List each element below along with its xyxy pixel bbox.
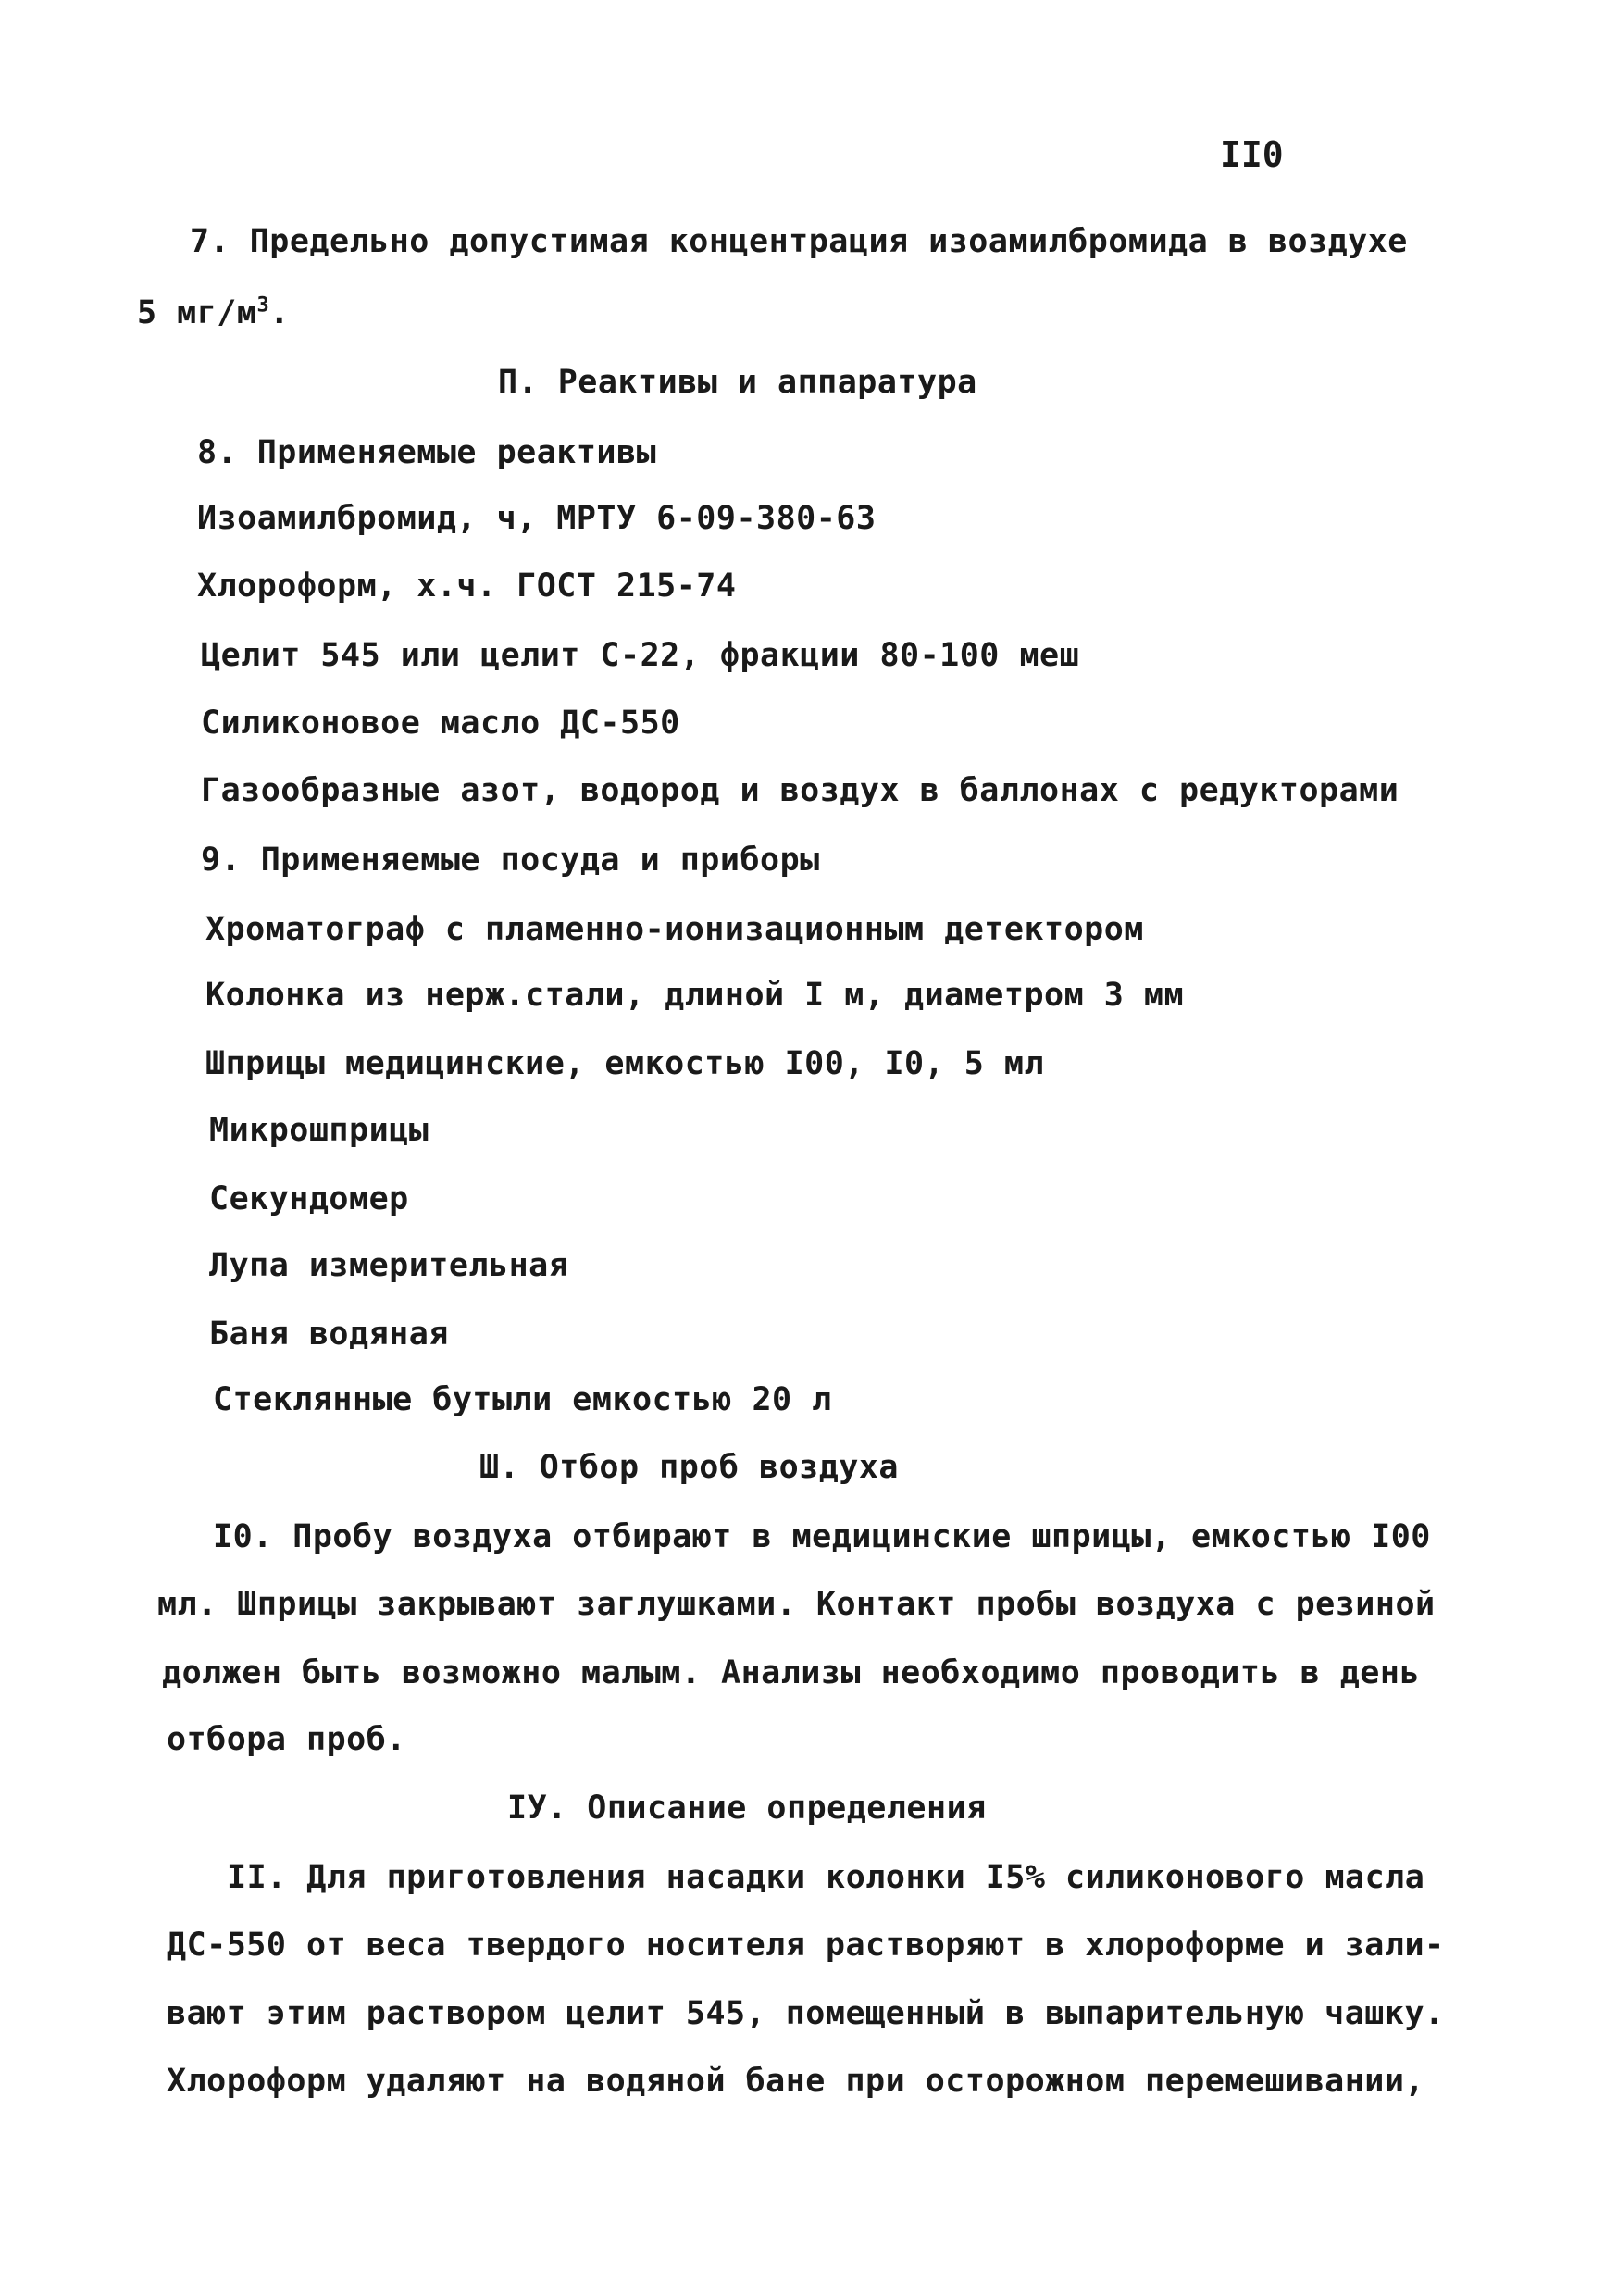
p7-line2-sup: 3 (256, 293, 270, 318)
p10-line: должен быть возможно малым. Анализы необходимо проводить в день (162, 1654, 1421, 1691)
page-number: II0 (1220, 134, 1284, 175)
p8-item: Газообразные азот, водород и воздух в баллонах с редукторами (201, 772, 1399, 809)
p10-line: мл. Шприцы закрывают заглушками. Контакт пробы воздуха с резиной (157, 1586, 1436, 1623)
p11-line: II. Для приготовления насадки колонки I5% силиконового масла (227, 1859, 1425, 1896)
p9-item: Баня водяная (209, 1316, 449, 1353)
p7-line2-post: . (269, 294, 290, 331)
p11-line: вают этим раствором целит 545, помещенный в выпарительную чашку. (167, 1995, 1445, 2032)
p7-line2 (137, 292, 290, 334)
p7-line2-pre: 5 мг/м (137, 294, 257, 331)
p11-line: ДС-550 от веса твердого носителя растворяют в хлороформе и зали- (167, 1927, 1445, 1964)
p9-item: Шприцы медицинские, емкостью I00, I0, 5 мл (205, 1045, 1045, 1082)
p9-item: Хроматограф с пламенно-ионизационным детектором (205, 911, 1144, 948)
p9-title: 9. Применяемые посуда и приборы (201, 842, 820, 879)
p9-item: Колонка из нерж.стали, длиной I м, диаметром 3 мм (205, 977, 1185, 1014)
p10-line: I0. Пробу воздуха отбирают в медицинские шприцы, емкостью I00 (213, 1518, 1431, 1555)
p9-item: Стеклянные бутыли емкостью 20 л (213, 1381, 832, 1418)
p7-line1: 7. Предельно допустимая концентрация изоамилбромида в воздухе (190, 223, 1408, 260)
p9-item: Секундомер (209, 1180, 409, 1217)
section4-heading: IУ. Описание определения (507, 1790, 987, 1827)
section3-heading: Ш. Отбор проб воздуха (479, 1449, 900, 1486)
p8-item: Целит 545 или целит С-22, фракции 80-100 меш (201, 637, 1080, 674)
p8-title: 8. Применяемые реактивы (197, 434, 657, 471)
p9-item: Микрошприцы (209, 1112, 429, 1149)
p10-line: отбора проб. (167, 1721, 406, 1758)
p8-item: Силиконовое масло ДС-550 (201, 705, 680, 742)
p9-item: Лупа измерительная (209, 1247, 569, 1284)
section2-heading: П. Реактивы и аппаратура (498, 364, 977, 401)
p8-item: Хлороформ, х.ч. ГОСТ 215-74 (197, 568, 737, 605)
p11-line: Хлороформ удаляют на водяной бане при осторожном перемешивании, (167, 2063, 1425, 2100)
p8-item: Изоамилбромид, ч, МРТУ 6-09-380-63 (197, 500, 877, 537)
